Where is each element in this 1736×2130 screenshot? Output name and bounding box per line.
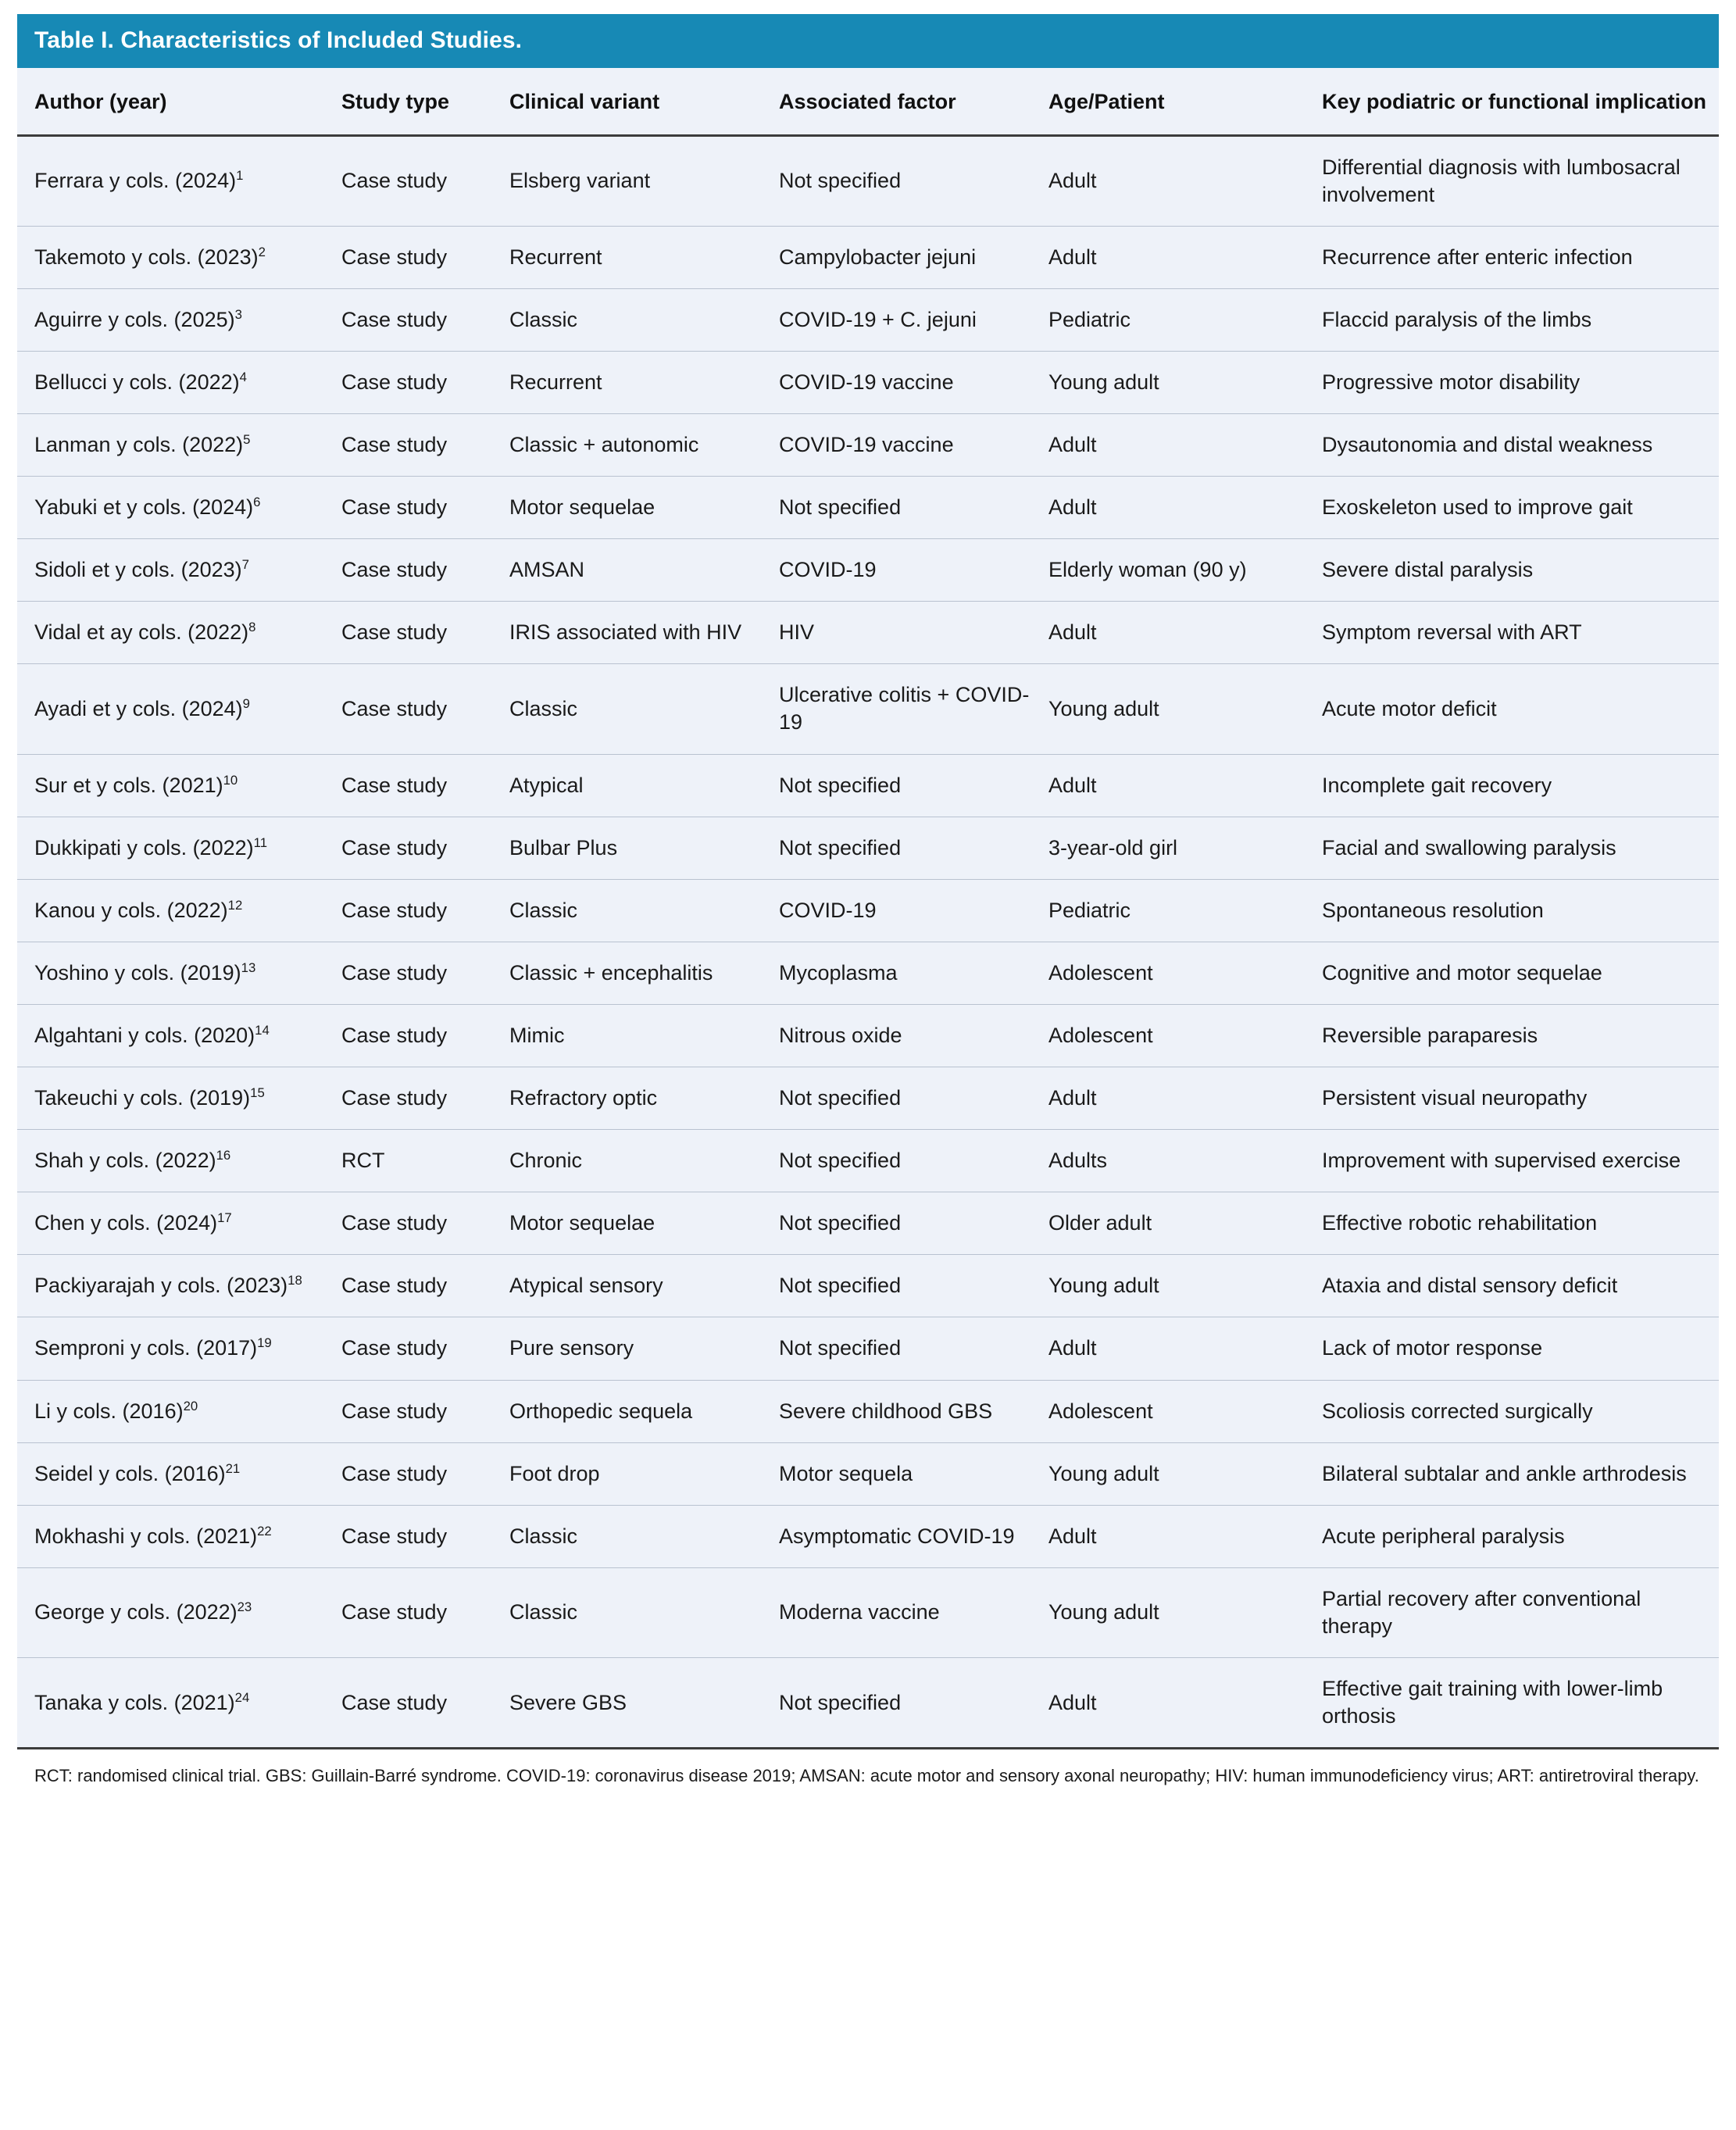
cell-author: Tanaka y cols. $(2021)^{24}$ <box>17 1657 341 1748</box>
reference-marker: 22 <box>257 1523 272 1539</box>
cell-age-patient: Adult <box>1048 1067 1322 1130</box>
table-row <box>17 1657 1719 1748</box>
cell-implication: Acute peripheral paralysis <box>1322 1505 1719 1567</box>
cell-implication: Exoskeleton used to improve gait <box>1322 477 1719 539</box>
cell-author: Kanou y cols. $(2022)^{12}$ <box>17 879 341 942</box>
cell-author: Seidel y cols. $(2016)^{21}$ <box>17 1442 341 1505</box>
cell-study-type: Case study <box>341 1004 509 1067</box>
cell-author: Sur et y cols. $(2021)^{10}$ <box>17 754 341 817</box>
cell-clinical-variant: Classic + autonomic <box>509 414 779 477</box>
reference-marker: 12 <box>227 897 243 913</box>
cell-implication: Reversible paraparesis <box>1322 1004 1719 1067</box>
reference-marker: 9 <box>242 695 250 711</box>
cell-implication: Cognitive and motor sequelae <box>1322 942 1719 1004</box>
cell-implication: Partial recovery after conventional therapy <box>1322 1567 1719 1657</box>
table-row <box>17 879 1719 942</box>
cell-associated-factor: COVID-19 <box>779 539 1048 602</box>
table-row <box>17 1567 1719 1657</box>
studies-table <box>17 68 1719 1749</box>
table-row <box>17 477 1719 539</box>
cell-clinical-variant: Atypical <box>509 754 779 817</box>
cell-clinical-variant: Foot drop <box>509 1442 779 1505</box>
cell-author: Dukkipati y cols. $(2022)^{11}$ <box>17 817 341 879</box>
cell-implication: Incomplete gait recovery <box>1322 754 1719 817</box>
cell-clinical-variant: Classic <box>509 664 779 754</box>
column-header-age-patient: Age/Patient <box>1048 68 1322 135</box>
column-header-study-type: Study type <box>341 68 509 135</box>
table-header <box>17 68 1719 135</box>
cell-clinical-variant: Motor sequelae <box>509 1192 779 1255</box>
cell-author: Shah y cols. $(2022)^{16}$ <box>17 1130 341 1192</box>
cell-age-patient: Adult <box>1048 1657 1322 1748</box>
cell-age-patient: Adult <box>1048 477 1322 539</box>
cell-age-patient: Adolescent <box>1048 1004 1322 1067</box>
cell-implication: Flaccid paralysis of the limbs <box>1322 288 1719 351</box>
cell-author: Aguirre y cols. $(2025)^3$ <box>17 288 341 351</box>
cell-associated-factor: Not specified <box>779 1130 1048 1192</box>
table-row <box>17 1255 1719 1317</box>
cell-associated-factor: Not specified <box>779 1067 1048 1130</box>
cell-author: Ferrara y cols. $(2024)^1$ <box>17 135 341 226</box>
cell-study-type: Case study <box>341 1067 509 1130</box>
cell-associated-factor: Not specified <box>779 817 1048 879</box>
reference-marker: 11 <box>253 834 267 850</box>
reference-marker: 20 <box>183 1398 198 1413</box>
table-row <box>17 1192 1719 1255</box>
cell-associated-factor: Ulcerative colitis + COVID-19 <box>779 664 1048 754</box>
reference-marker: 23 <box>237 1599 252 1615</box>
cell-clinical-variant: Classic <box>509 288 779 351</box>
cell-study-type: Case study <box>341 1657 509 1748</box>
reference-marker: 13 <box>241 960 256 975</box>
cell-author: Sidoli et y cols. $(2023)^7$ <box>17 539 341 602</box>
table-row <box>17 1130 1719 1192</box>
cell-associated-factor: Mycoplasma <box>779 942 1048 1004</box>
cell-clinical-variant: Mimic <box>509 1004 779 1067</box>
cell-implication: Spontaneous resolution <box>1322 879 1719 942</box>
cell-study-type: Case study <box>341 288 509 351</box>
cell-clinical-variant: Motor sequelae <box>509 477 779 539</box>
cell-author: Ayadi et y cols. $(2024)^9$ <box>17 664 341 754</box>
table-footnote: RCT: randomised clinical trial. GBS: Guillain-Barré syndrome. COVID-19: coronavirus disease 2019; AMSAN: acute motor and sensory axonal neuropathy; HIV: human immunodeficiency virus; ART: antiretroviral therapy. <box>17 1749 1719 1799</box>
cell-author: Mokhashi y cols. $(2021)^{22}$ <box>17 1505 341 1567</box>
reference-marker: 15 <box>250 1085 265 1101</box>
cell-associated-factor: HIV <box>779 602 1048 664</box>
reference-marker: 16 <box>216 1148 231 1163</box>
reference-marker: 17 <box>217 1210 232 1226</box>
cell-implication: Progressive motor disability <box>1322 351 1719 413</box>
cell-age-patient: Older adult <box>1048 1192 1322 1255</box>
cell-associated-factor: Not specified <box>779 1192 1048 1255</box>
cell-associated-factor: COVID-19 vaccine <box>779 414 1048 477</box>
cell-associated-factor: Not specified <box>779 1657 1048 1748</box>
cell-age-patient: Adult <box>1048 1505 1322 1567</box>
cell-study-type: Case study <box>341 351 509 413</box>
cell-associated-factor: Not specified <box>779 135 1048 226</box>
cell-clinical-variant: Chronic <box>509 1130 779 1192</box>
cell-study-type: Case study <box>341 1255 509 1317</box>
cell-clinical-variant: Orthopedic sequela <box>509 1380 779 1442</box>
cell-associated-factor: Motor sequela <box>779 1442 1048 1505</box>
cell-implication: Effective gait training with lower-limb orthosis <box>1322 1657 1719 1748</box>
reference-marker: 7 <box>241 557 249 573</box>
cell-associated-factor: Asymptomatic COVID-19 <box>779 1505 1048 1567</box>
table-row <box>17 942 1719 1004</box>
cell-study-type: Case study <box>341 817 509 879</box>
table-row <box>17 754 1719 817</box>
cell-associated-factor: Severe childhood GBS <box>779 1380 1048 1442</box>
table-row <box>17 1505 1719 1567</box>
cell-associated-factor: Not specified <box>779 477 1048 539</box>
cell-study-type: Case study <box>341 942 509 1004</box>
cell-associated-factor: Not specified <box>779 1255 1048 1317</box>
cell-age-patient: Adults <box>1048 1130 1322 1192</box>
cell-clinical-variant: Classic <box>509 1567 779 1657</box>
table-row <box>17 135 1719 226</box>
cell-author: Vidal et ay cols. $(2022)^8$ <box>17 602 341 664</box>
cell-author: Bellucci y cols. $(2022)^4$ <box>17 351 341 413</box>
cell-implication: Lack of motor response <box>1322 1317 1719 1380</box>
cell-study-type: Case study <box>341 477 509 539</box>
cell-clinical-variant: Bulbar Plus <box>509 817 779 879</box>
header-row <box>17 68 1719 135</box>
cell-age-patient: Pediatric <box>1048 288 1322 351</box>
cell-study-type: Case study <box>341 1317 509 1380</box>
cell-study-type: Case study <box>341 1442 509 1505</box>
cell-study-type: Case study <box>341 135 509 226</box>
cell-associated-factor: Not specified <box>779 1317 1048 1380</box>
cell-clinical-variant: IRIS associated with HIV <box>509 602 779 664</box>
cell-clinical-variant: AMSAN <box>509 539 779 602</box>
cell-age-patient: Young adult <box>1048 351 1322 413</box>
cell-associated-factor: Campylobacter jejuni <box>779 226 1048 288</box>
table-row <box>17 1317 1719 1380</box>
cell-implication: Bilateral subtalar and ankle arthrodesis <box>1322 1442 1719 1505</box>
cell-associated-factor: COVID-19 + C. jejuni <box>779 288 1048 351</box>
table-row <box>17 288 1719 351</box>
cell-author: Yoshino y cols. $(2019)^{13}$ <box>17 942 341 1004</box>
column-header-author: Author (year) <box>17 68 341 135</box>
cell-age-patient: Young adult <box>1048 1442 1322 1505</box>
cell-clinical-variant: Pure sensory <box>509 1317 779 1380</box>
cell-author: George y cols. $(2022)^{23}$ <box>17 1567 341 1657</box>
cell-study-type: Case study <box>341 414 509 477</box>
cell-age-patient: Adult <box>1048 226 1322 288</box>
cell-implication: Dysautonomia and distal weakness <box>1322 414 1719 477</box>
cell-author: Takeuchi y cols. $(2019)^{15}$ <box>17 1067 341 1130</box>
cell-author: Chen y cols. $(2024)^{17}$ <box>17 1192 341 1255</box>
cell-author: Packiyarajah y cols. $(2023)^{18}$ <box>17 1255 341 1317</box>
cell-study-type: Case study <box>341 1380 509 1442</box>
table-row <box>17 1004 1719 1067</box>
reference-marker: 4 <box>239 369 247 384</box>
cell-author: Semproni y cols. $(2017)^{19}$ <box>17 1317 341 1380</box>
reference-marker: 3 <box>234 306 242 322</box>
reference-marker: 6 <box>253 495 261 510</box>
reference-marker: 18 <box>288 1273 302 1288</box>
cell-study-type: Case study <box>341 754 509 817</box>
cell-author: Lanman y cols. $(2022)^5$ <box>17 414 341 477</box>
cell-age-patient: Pediatric <box>1048 879 1322 942</box>
cell-clinical-variant: Severe GBS <box>509 1657 779 1748</box>
cell-clinical-variant: Classic <box>509 879 779 942</box>
cell-age-patient: Adult <box>1048 602 1322 664</box>
reference-marker: 8 <box>248 620 256 635</box>
table-row <box>17 351 1719 413</box>
table-row <box>17 602 1719 664</box>
reference-marker: 19 <box>257 1335 272 1351</box>
cell-implication: Facial and swallowing paralysis <box>1322 817 1719 879</box>
cell-age-patient: Elderly woman (90 y) <box>1048 539 1322 602</box>
cell-age-patient: Young adult <box>1048 1255 1322 1317</box>
table-caption: Table I. Characteristics of Included Studies. <box>17 14 1719 68</box>
cell-study-type: Case study <box>341 226 509 288</box>
cell-author: Algahtani y cols. $(2020)^{14}$ <box>17 1004 341 1067</box>
cell-implication: Acute motor deficit <box>1322 664 1719 754</box>
cell-clinical-variant: Recurrent <box>509 226 779 288</box>
table-row <box>17 1380 1719 1442</box>
cell-associated-factor: Not specified <box>779 754 1048 817</box>
cell-author: Li y cols. $(2016)^{20}$ <box>17 1380 341 1442</box>
cell-associated-factor: COVID-19 vaccine <box>779 351 1048 413</box>
reference-marker: 14 <box>255 1022 270 1038</box>
cell-clinical-variant: Recurrent <box>509 351 779 413</box>
reference-marker: 5 <box>243 432 251 448</box>
cell-implication: Scoliosis corrected surgically <box>1322 1380 1719 1442</box>
cell-clinical-variant: Atypical sensory <box>509 1255 779 1317</box>
cell-age-patient: Young adult <box>1048 664 1322 754</box>
cell-implication: Symptom reversal with ART <box>1322 602 1719 664</box>
reference-marker: 2 <box>258 244 266 259</box>
cell-study-type: Case study <box>341 1192 509 1255</box>
cell-study-type: Case study <box>341 879 509 942</box>
cell-study-type: Case study <box>341 602 509 664</box>
cell-implication: Effective robotic rehabilitation <box>1322 1192 1719 1255</box>
cell-age-patient: Adult <box>1048 754 1322 817</box>
cell-age-patient: Adult <box>1048 135 1322 226</box>
cell-age-patient: Adolescent <box>1048 942 1322 1004</box>
cell-age-patient: Adult <box>1048 1317 1322 1380</box>
table-row <box>17 226 1719 288</box>
table-row <box>17 817 1719 879</box>
cell-author: Yabuki et y cols. $(2024)^6$ <box>17 477 341 539</box>
cell-implication: Differential diagnosis with lumbosacral involvement <box>1322 135 1719 226</box>
cell-age-patient: 3-year-old girl <box>1048 817 1322 879</box>
table-row <box>17 414 1719 477</box>
column-header-associated-factor: Associated factor <box>779 68 1048 135</box>
column-header-implication: Key podiatric or functional implication <box>1322 68 1719 135</box>
cell-implication: Ataxia and distal sensory deficit <box>1322 1255 1719 1317</box>
reference-marker: 1 <box>236 168 244 184</box>
cell-implication: Recurrence after enteric infection <box>1322 226 1719 288</box>
table-row <box>17 1442 1719 1505</box>
cell-implication: Persistent visual neuropathy <box>1322 1067 1719 1130</box>
cell-associated-factor: COVID-19 <box>779 879 1048 942</box>
cell-study-type: Case study <box>341 664 509 754</box>
reference-marker: 24 <box>234 1689 250 1705</box>
cell-associated-factor: Moderna vaccine <box>779 1567 1048 1657</box>
cell-clinical-variant: Classic + encephalitis <box>509 942 779 1004</box>
cell-clinical-variant: Elsberg variant <box>509 135 779 226</box>
table-row <box>17 664 1719 754</box>
cell-study-type: Case study <box>341 1567 509 1657</box>
cell-implication: Improvement with supervised exercise <box>1322 1130 1719 1192</box>
cell-study-type: Case study <box>341 539 509 602</box>
cell-clinical-variant: Refractory optic <box>509 1067 779 1130</box>
table-row <box>17 539 1719 602</box>
cell-associated-factor: Nitrous oxide <box>779 1004 1048 1067</box>
reference-marker: 10 <box>223 772 238 788</box>
cell-study-type: RCT <box>341 1130 509 1192</box>
cell-age-patient: Adolescent <box>1048 1380 1322 1442</box>
cell-implication: Severe distal paralysis <box>1322 539 1719 602</box>
cell-study-type: Case study <box>341 1505 509 1567</box>
cell-clinical-variant: Classic <box>509 1505 779 1567</box>
table-row <box>17 1067 1719 1130</box>
cell-age-patient: Adult <box>1048 414 1322 477</box>
cell-age-patient: Young adult <box>1048 1567 1322 1657</box>
table-body <box>17 135 1719 1749</box>
column-header-clinical-variant: Clinical variant <box>509 68 779 135</box>
cell-author: Takemoto y cols. $(2023)^2$ <box>17 226 341 288</box>
reference-marker: 21 <box>225 1460 241 1476</box>
